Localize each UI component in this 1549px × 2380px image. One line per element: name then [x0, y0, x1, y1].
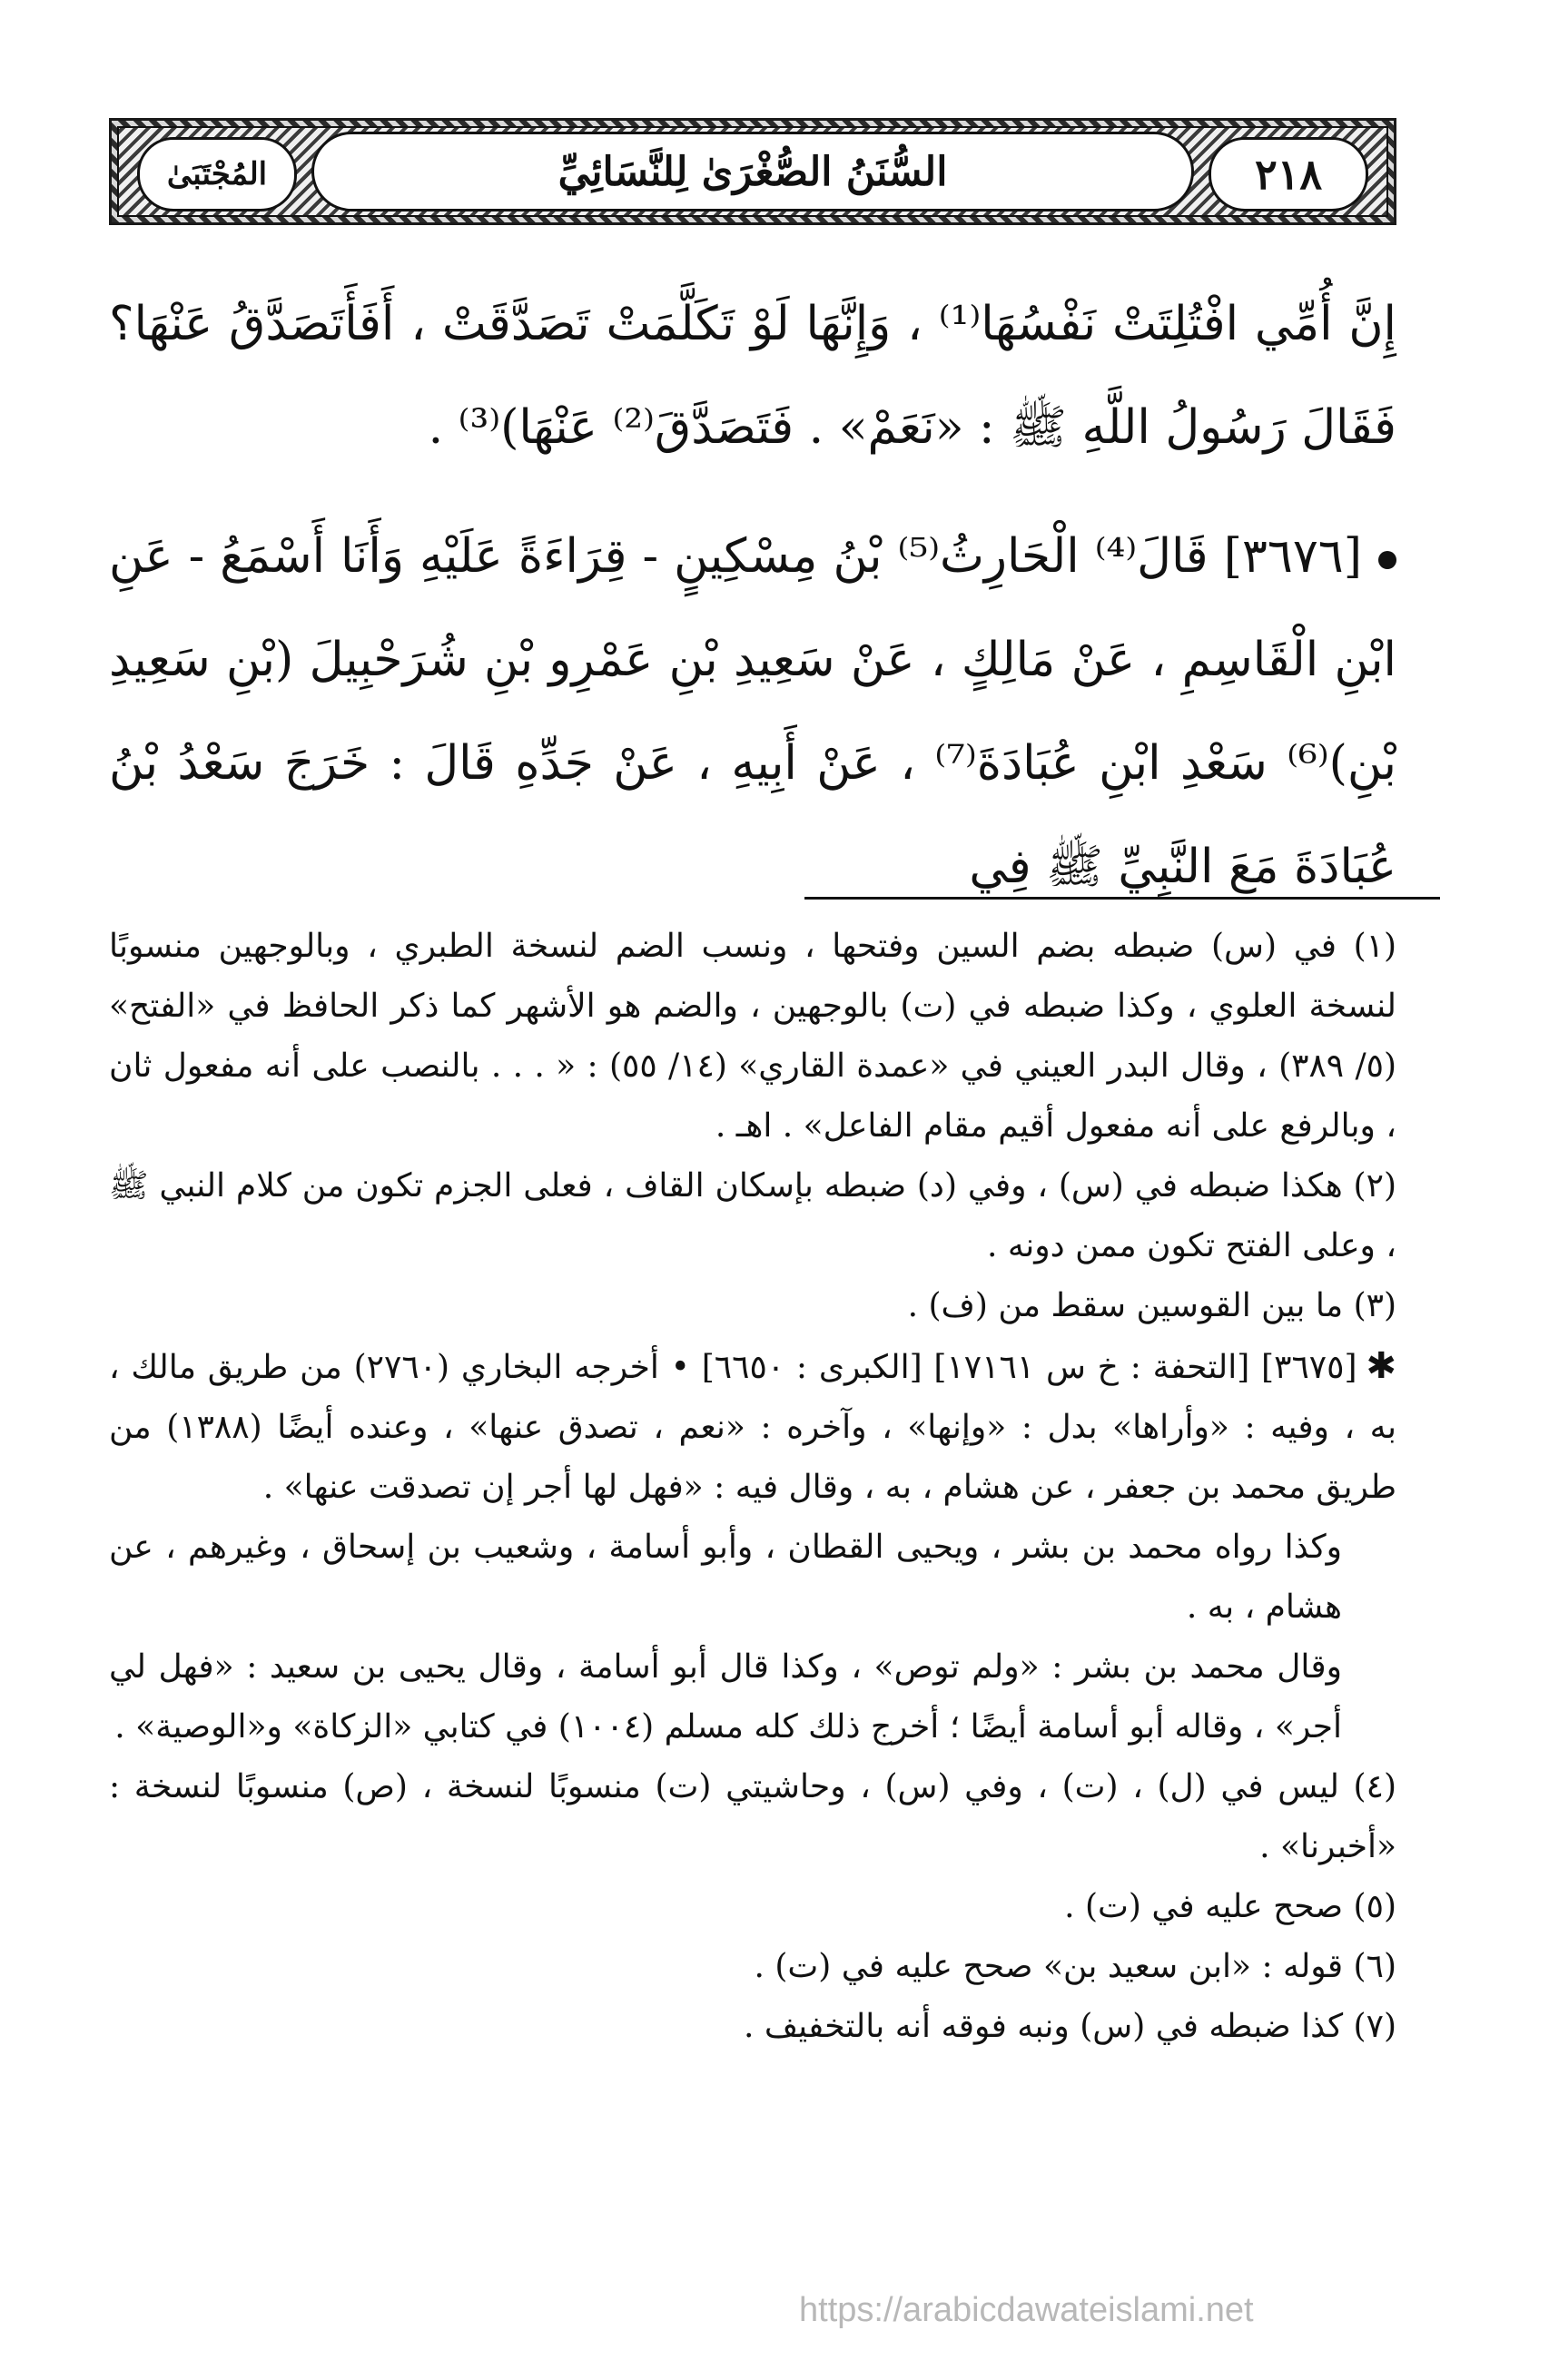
takhrij-paragraph-2: وكذا رواه محمد بن بشر ، ويحيى القطان ، وأبو أسامة ، وشعيب بن إسحاق ، وغيرهم ، عن هشام ، به . [109, 1529, 1342, 1626]
main-text [109, 272, 1396, 919]
hadith-continuation: إِنَّ أُمِّي افْتُلِتَتْ نَفْسُهَا⁽¹⁾ ، وَإِنَّهَا لَوْ تَكَلَّمَتْ تَصَدَّقَتْ ، أَفَأَتَصَدَّقُ عَنْهَا؟ فَقَالَ رَسُولُ اللَّهِ ﷺ : «نَعَمْ» . فَتَصَدَّقَ⁽²⁾ عَنْهَا)⁽³⁾ . [109, 297, 1397, 455]
footnote-2: (٢) هكذا ضبطه في (س) ، وفي (د) ضبطه بإسكان القاف ، فعلى الجزم تكون من كلام النبي ﷺ ، وعلى الفتح تكون ممن دونه . [109, 1167, 1396, 1264]
bullet-icon [1378, 551, 1396, 569]
footnote-6: (٦) قوله : «ابن سعيد بن» صحح عليه في (ت) . [754, 1948, 1396, 1985]
footnotes [109, 917, 1396, 2057]
page-number: ٢١٨ [1209, 137, 1368, 211]
footnote-4: (٤) ليس في (ل) ، (ت) ، وفي (س) ، وحاشيتي (ت) منسوبًا لنسخة ، (ص) منسوبًا لنسخة : «أخبرنا» . [109, 1768, 1396, 1865]
takhrij-3675 [109, 1336, 1396, 1518]
watermark-url: https://arabicdawateislami.net [799, 2291, 1254, 2329]
footnote-5: (٥) صحح عليه في (ت) . [1064, 1888, 1396, 1925]
hadith-3676 [109, 505, 1396, 919]
footnote-3: (٣) ما بين القوسين سقط من (ف) . [907, 1287, 1396, 1324]
page-header [109, 118, 1396, 225]
footnote-divider [804, 897, 1440, 900]
takhrij-text: [٣٦٧٥] [التحفة : خ س ١٧١٦١] [الكبرى : ٦٦٥٠] • أخرجه البخاري (٢٧٦٠) من طريق مالك ، به ، وفيه : «وأراها» بدل : «وإنها» ، وآخره : «نعم ، تصدق عنها» ، وعنده أيضًا (١٣٨٨) من طريق محمد بن جعفر ، عن هشام ، به ، وقال فيه : «فهل لها أجر إن تصدقت عنها» . [109, 1349, 1396, 1506]
book-title: السُّنَنُ الصُّغْرَىٰ لِلنَّسَائِيِّ [311, 132, 1194, 211]
footnote-1: (١) في (س) ضبطه بضم السين وفتحها ، ونسب الضم لنسخة الطبري ، وبالوجهين منسوبًا لنسخة العلوي ، وكذا ضبطه في (ت) بالوجهين ، والضم هو الأشهر كما ذكر الحافظ في «الفتح» (٥/ ٣٨٩) ، وقال البدر العيني في «عمدة القاري» (١٤/ ٥٥) : « . . . بالنصب على أنه مفعول ثان ، وبالرفع على أنه مفعول أقيم مقام الفاعل» . اهـ . [109, 928, 1396, 1145]
hadith-text: [٣٦٧٦] قَالَ⁽⁴⁾ الْحَارِثُ⁽⁵⁾ بْنُ مِسْكِينٍ - قِرَاءَةً عَلَيْهِ وَأَنَا أَسْمَعُ - عَنِ ابْنِ الْقَاسِمِ ، عَنْ مَالِكٍ ، عَنْ سَعِيدِ بْنِ عَمْرِو بْنِ شُرَحْبِيلَ (بْنِ سَعِيدِ بْنِ)⁽⁶⁾ سَعْدِ ابْنِ عُبَادَةَ⁽⁷⁾ ، عَنْ أَبِيهِ ، عَنْ جَدِّهِ قَالَ : خَرَجَ سَعْدُ بْنُ عُبَادَةَ مَعَ النَّبِيِّ ﷺ فِي [109, 529, 1396, 894]
asterisk-icon: ✱ [1366, 1345, 1397, 1387]
takhrij-paragraph-3: وقال محمد بن بشر : «ولم توص» ، وكذا قال أبو أسامة ، وقال يحيى بن سعيد : «فهل لي أجر» ، وقاله أبو أسامة أيضًا ؛ أخرج ذلك كله مسلم (١٠٠٤) في كتابي «الزكاة» و«الوصية» . [109, 1648, 1342, 1746]
footnote-7: (٧) كذا ضبطه في (س) ونبه فوقه أنه بالتخفيف . [743, 2008, 1396, 2045]
book-badge: المُجْتَبَىٰ [137, 137, 297, 211]
